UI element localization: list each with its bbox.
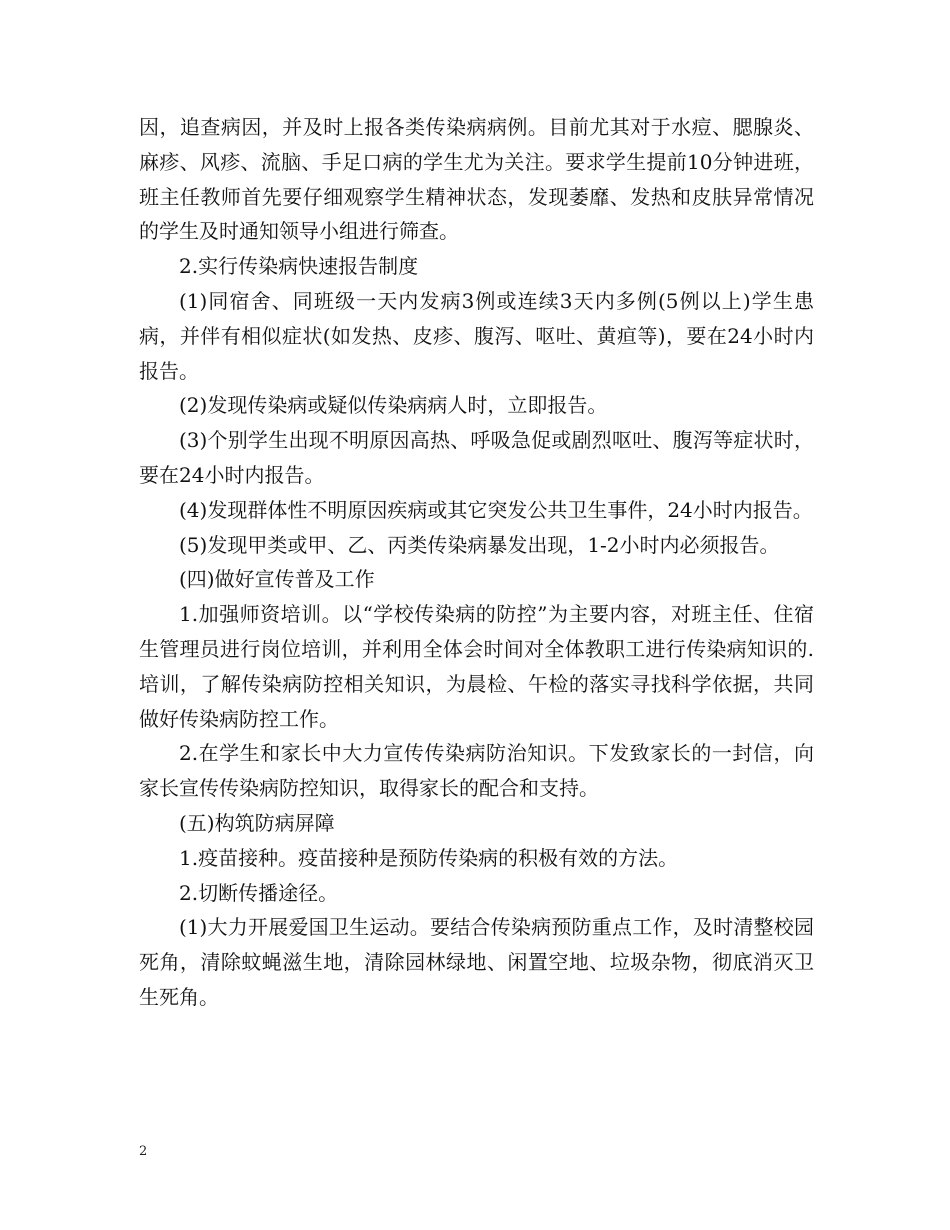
paragraph-vaccination: 1.疫苗接种。疫苗接种是预防传染病的积极有效的方法。: [179, 845, 679, 870]
paragraph-report-item-2: (2)发现传染病或疑似传染病病人时，立即报告。: [179, 393, 608, 418]
paragraph-report-item-1: (1)同宿舍、同班级一天内发病3例或连续3天内多例(5例以上)学生患病，并伴有相似症状(如发热、皮疹、腹泻、呕吐、黄疸等)，要在24小时内报告。: [139, 288, 814, 383]
paragraph-report-item-4: (4)发现群体性不明原因疾病或其它突发公共卫生事件，24小时内报告。: [179, 497, 813, 522]
paragraph-report-item-3: (3)个别学生出现不明原因高热、呼吸急促或剧烈呕吐、腹泻等症状时，要在24小时内报告。: [139, 428, 814, 487]
section-heading-publicity: (四)做好宣传普及工作: [179, 567, 375, 592]
page-number: 2: [139, 1144, 148, 1159]
paragraph-continued: 因，追查病因，并及时上报各类传染病病例。目前尤其对于水痘、腮腺炎、麻疹、风疹、流脑、手足口病的学生尤为关注。要求学生提前10分钟进班，班主任教师首先要仔细观察学生精神状态，发现萎靡、发热和皮肤异常情况的学生及时通知领导小组进行筛查。: [139, 115, 814, 244]
paragraph-hygiene-campaign: (1)大力开展爱国卫生运动。要结合传染病预防重点工作，及时清整校园死角，清除蚊蝇滋生地，清除园林绿地、闲置空地、垃圾杂物，彻底消灭卫生死角。: [139, 915, 814, 1009]
paragraph-parent-publicity: 2.在学生和家长中大力宣传传染病防治知识。下发致家长的一封信，向家长宣传传染病防控知识，取得家长的配合和支持。: [139, 741, 814, 801]
paragraph-report-item-5: (5)发现甲类或甲、乙、丙类传染病暴发出现，1-2小时内必须报告。: [179, 532, 780, 557]
document-body: [139, 110, 814, 1015]
paragraph-heading-report-system: 2.实行传染病快速报告制度: [179, 254, 419, 279]
section-heading-barrier: (五)构筑防病屏障: [179, 810, 335, 835]
paragraph-teacher-training: 1.加强师资培训。以“学校传染病的防控”为主要内容，对班主任、住宿生管理员进行岗位培训，并利用全体会时间对全体教职工进行传染病知识的.培训，了解传染病防控相关知识，为晨检、午检的落实寻找科学依据，共同做好传染病防控工作。: [139, 602, 814, 731]
paragraph-cut-transmission: 2.切断传播途径。: [179, 880, 339, 905]
